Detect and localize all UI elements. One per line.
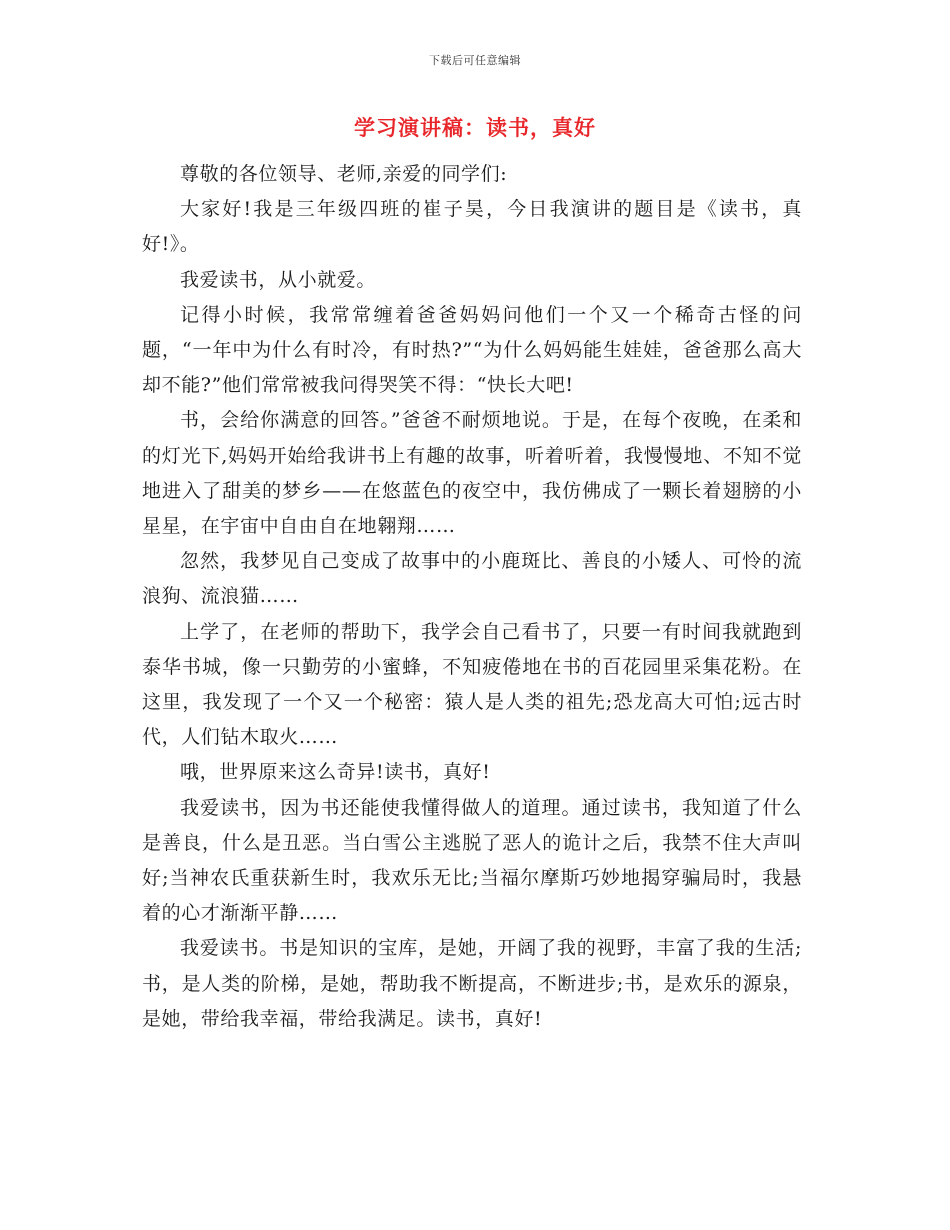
document-body [142,157,802,1037]
paragraph: 记得小时候，我常常缠着爸爸妈妈问他们一个又一个稀奇古怪的问题，“一年中为什么有时冷，有时热?”“为什么妈妈能生娃娃，爸爸那么高大却不能?”他们常常被我问得哭笑不得：“快长大吧! [142,303,802,397]
paragraph: 哦，世界原来这么奇异!读书，真好! [180,761,491,784]
paragraph: 忽然，我梦见自己变成了故事中的小鹿斑比、善良的小矮人、可怜的流浪狗、流浪猫…… [142,550,802,608]
paragraph: 上学了，在老师的帮助下，我学会自己看书了，只要一有时间我就跑到泰华书城，像一只勤劳的小蜜蜂，不知疲倦地在书的百花园里采集花粉。在这里，我发现了一个又一个秘密：猿人是人类的祖先;恐龙高大可怕;远古时代，人们钻木取火…… [142,620,802,749]
paragraph: 我爱读书，因为书还能使我懂得做人的道理。通过读书，我知道了什么是善良，什么是丑恶。当白雪公主逃脱了恶人的诡计之后，我禁不住大声叫好;当神农氏重获新生时，我欢乐无比;当福尔摩斯巧妙地揭穿骗局时，我悬着的心才渐渐平静…… [142,796,802,925]
paragraph: 书，会给你满意的回答。”爸爸不耐烦地说。于是，在每个夜晚，在柔和的灯光下,妈妈开始给我讲书上有趣的故事，听着听着，我慢慢地、不知不觉地进入了甜美的梦乡——在悠蓝色的夜空中，我仿佛成了一颗长着翅膀的小星星，在宇宙中自由自在地翱翔…… [142,409,802,538]
page-header-note: 下载后可任意编辑 [429,54,521,67]
paragraph-salutation: 尊敬的各位领导、老师,亲爱的同学们: [180,163,508,185]
document-title: 学习演讲稿：读书，真好 [354,115,596,140]
paragraph: 我爱读书，从小就爱。 [180,268,377,291]
paragraph-closing: 我爱读书。书是知识的宝库，是她，开阔了我的视野，丰富了我的生活;书，是人类的阶梯，是她，帮助我不断提高，不断进步;书，是欢乐的源泉，是她，带给我幸福，带给我满足。读书，真好! [142,937,802,1030]
paragraph-greeting: 大家好!我是三年级四班的崔子昊，今日我演讲的题目是《读书，真好!》。 [142,198,802,256]
